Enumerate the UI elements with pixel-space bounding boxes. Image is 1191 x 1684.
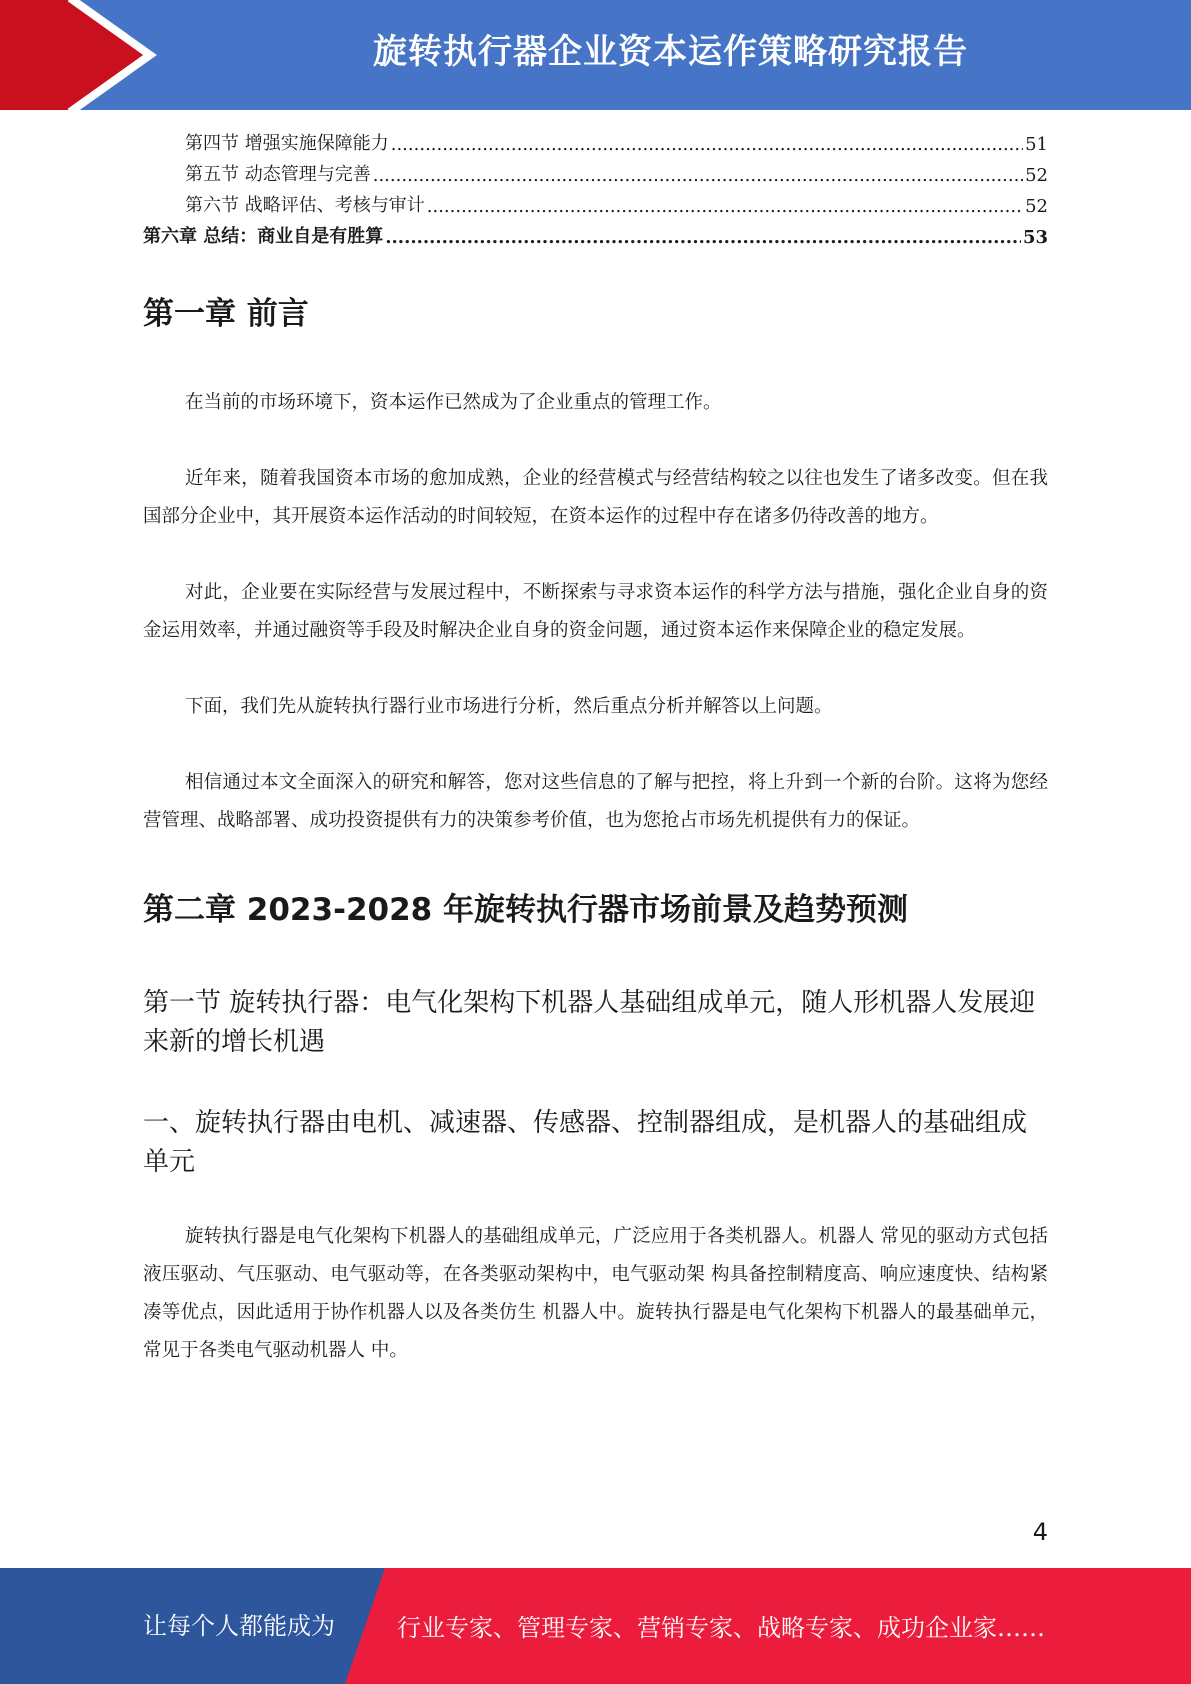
toc-leader-dots bbox=[373, 165, 1023, 186]
toc-entry[interactable] bbox=[143, 155, 1048, 186]
toc-entry-title: 第四节 增强实施保障能力 bbox=[185, 133, 389, 154]
chapter-1-paragraph: 对此，企业要在实际经营与发展过程中，不断探索与寻求资本运作的科学方法与措施，强化企业自身的资金运用效率，并通过融资等手段及时解决企业自身的资金问题，通过资本运作来保障企业的稳定发展。 bbox=[143, 582, 1048, 641]
chapter-2-heading: 第二章 2023-2028 年旋转执行器市场前景及趋势预测 bbox=[143, 892, 909, 928]
page-content bbox=[143, 124, 1048, 1370]
toc-entry[interactable] bbox=[143, 186, 1048, 217]
chapter-1-paragraph: 下面，我们先从旋转执行器行业市场进行分析，然后重点分析并解答以上问题。 bbox=[185, 696, 833, 717]
section-1-heading: 第一节 旋转执行器：电气化架构下机器人基础组成单元，随人形机器人发展迎来新的增长机遇 bbox=[143, 988, 1036, 1057]
chapter-1-paragraph: 相信通过本文全面深入的研究和解答，您对这些信息的了解与把控，将上升到一个新的台阶。这将为您经营管理、战略部署、成功投资提供有力的决策参考价值，也为您抢占市场先机提供有力的保证。 bbox=[143, 772, 1048, 831]
subsection-1-heading: 一、旋转执行器由电机、减速器、传感器、控制器组成，是机器人的基础组成 单元 bbox=[143, 1108, 1028, 1177]
subsection-1-paragraph: 旋转执行器是电气化架构下机器人的基础组成单元，广泛应用于各类机器人。机器人 常见的驱动方式包括液压驱动、气压驱动、电气驱动等，在各类驱动架构中，电气驱动架 构具备控制精度高、响应速度快、结构紧凑等优点，因此适用于协作机器人以及各类仿生 机器人中。旋转执行器是电气化架构下机器人的最基础单元，常见于各类电气驱动机器人 中。 bbox=[143, 1226, 1048, 1361]
toc-entry-page: 51 bbox=[1025, 134, 1048, 155]
toc-entry-title: 第六节 战略评估、考核与审计 bbox=[185, 195, 425, 216]
table-of-contents bbox=[143, 124, 1048, 248]
chapter-1-paragraph: 在当前的市场环境下，资本运作已然成为了企业重点的管理工作。 bbox=[185, 392, 722, 413]
toc-entry[interactable] bbox=[143, 124, 1048, 155]
toc-entry-title: 第六章 总结：商业自是有胜算 bbox=[143, 226, 384, 247]
footer-slogan-right: 行业专家、管理专家、营销专家、战略专家、成功企业家…… bbox=[397, 1614, 1045, 1642]
chapter-1-heading: 第一章 前言 bbox=[143, 296, 309, 332]
page-header bbox=[0, 0, 1191, 110]
footer-slogan-left: 让每个人都能成为 bbox=[143, 1612, 335, 1640]
toc-entry-title: 第五节 动态管理与完善 bbox=[185, 164, 371, 185]
toc-leader-dots bbox=[391, 134, 1023, 155]
header-arrow-graphic bbox=[0, 0, 160, 110]
toc-leader-dots bbox=[385, 227, 1021, 248]
toc-entry-page: 52 bbox=[1025, 196, 1048, 217]
report-title: 旋转执行器企业资本运作策略研究报告 bbox=[373, 32, 968, 72]
chapter-1-paragraph: 近年来，随着我国资本市场的愈加成熟，企业的经营模式与经营结构较之以往也发生了诸多改变。但在我国部分企业中，其开展资本运作活动的时间较短，在资本运作的过程中存在诸多仍待改善的地方。 bbox=[143, 468, 1048, 527]
toc-leader-dots bbox=[427, 196, 1023, 217]
page-number: 4 bbox=[1032, 1518, 1048, 1546]
toc-entry-chapter[interactable] bbox=[143, 217, 1048, 248]
toc-entry-page: 53 bbox=[1022, 227, 1048, 248]
toc-entry-page: 52 bbox=[1025, 165, 1048, 186]
page-footer bbox=[0, 1568, 1191, 1684]
